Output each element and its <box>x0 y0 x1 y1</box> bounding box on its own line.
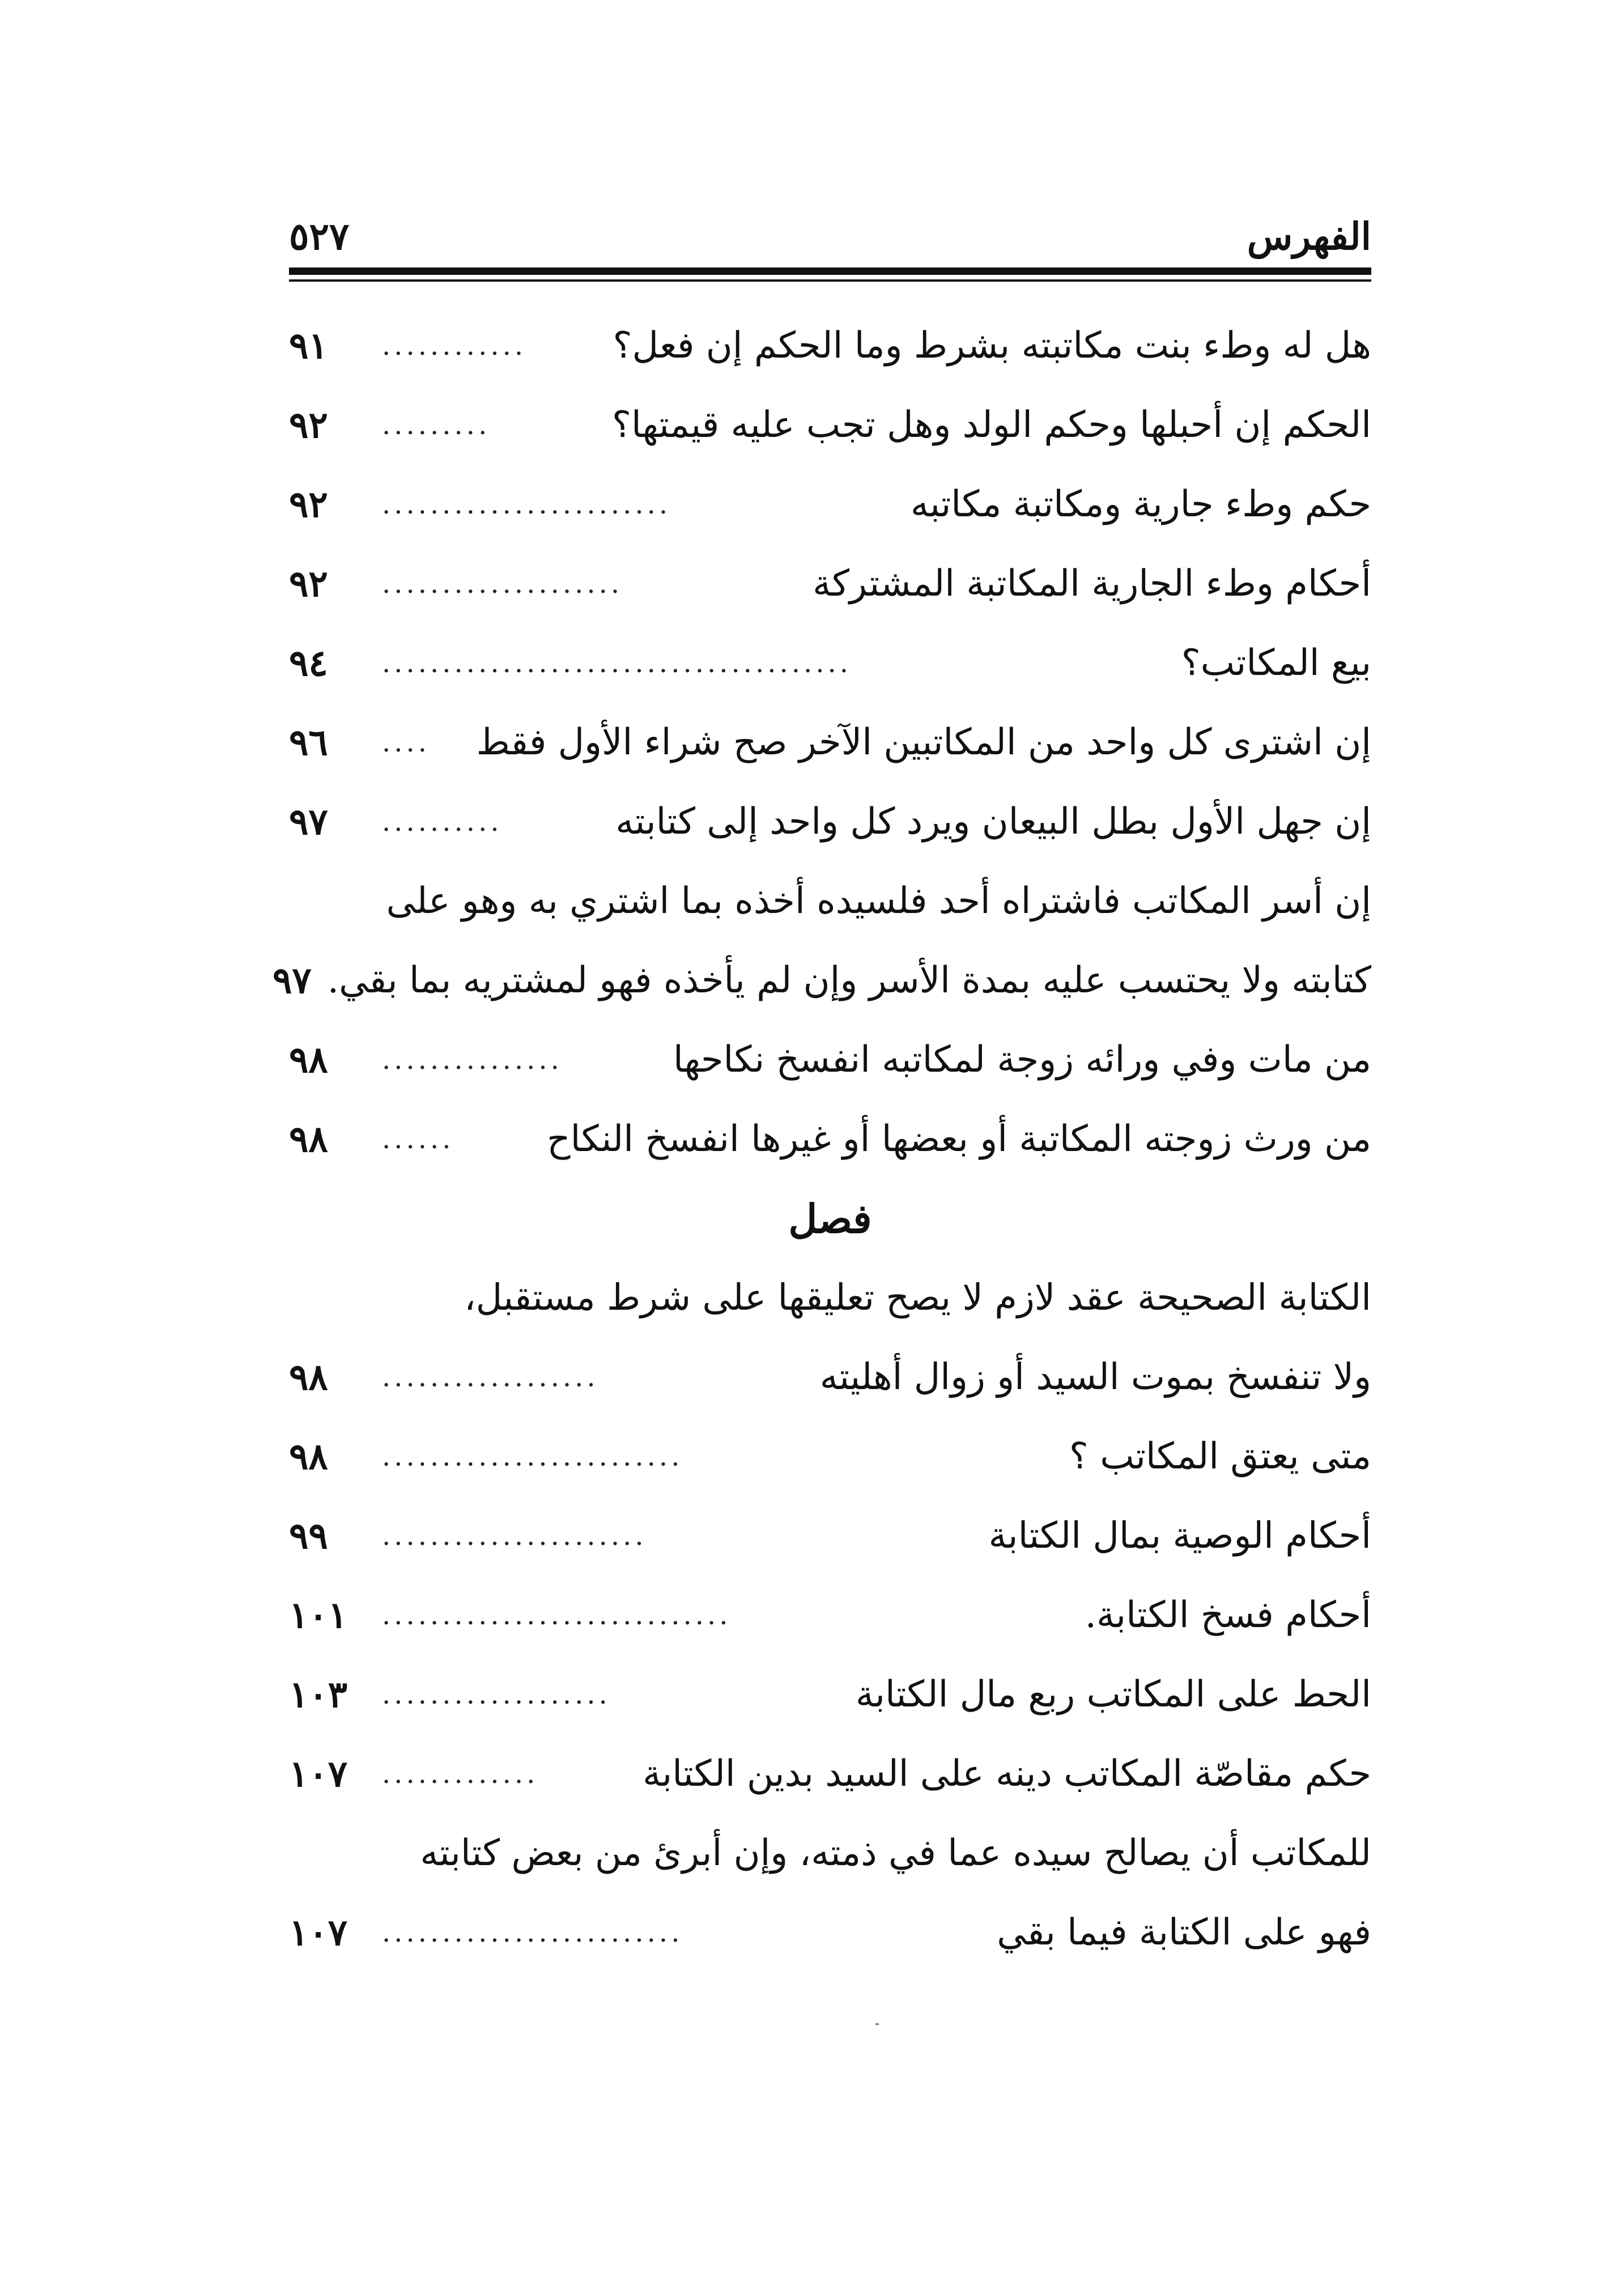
entry-title: متى يعتق المكاتب ؟ <box>1069 1436 1371 1477</box>
entry-page: ١٠٧ <box>289 1752 348 1795</box>
toc-entry <box>289 782 1371 861</box>
leader-dots: ............ <box>382 330 527 362</box>
entry-title: ولا تنفسخ بموت السيد أو زوال أهليته <box>819 1356 1371 1398</box>
entry-page: ٩٨ <box>289 1038 328 1081</box>
entry-title: إن أسر المكاتب فاشتراه أحد فلسيده أخذه بما اشتري به وهو على <box>386 880 1371 922</box>
leader-dots: ............. <box>382 1758 539 1790</box>
entry-page: ٩٢ <box>289 562 328 605</box>
entry-title: إن اشترى كل واحد من المكاتبين الآخر صح شراء الأول فقط <box>476 721 1371 763</box>
leader-dots: .................... <box>382 568 623 600</box>
leader-dots: ....................................... <box>382 647 852 679</box>
leader-dots: ................... <box>382 1679 611 1710</box>
entry-title: الحط على المكاتب ربع مال الكتابة <box>855 1674 1371 1715</box>
leader-dots: .......... <box>382 806 503 838</box>
toc-entry <box>289 1496 1371 1576</box>
table-of-contents <box>273 306 1371 1972</box>
toc-entry <box>289 1734 1371 1814</box>
leader-dots: ......................... <box>382 1441 683 1472</box>
leader-dots: ...................... <box>382 1520 647 1552</box>
leader-dots: ......................... <box>382 1917 683 1948</box>
leader-dots: .... <box>382 727 431 758</box>
toc-entry <box>289 1576 1371 1655</box>
section-heading: فصل <box>788 1195 872 1242</box>
page-number: ٥٢٧ <box>289 214 350 258</box>
scan-speck <box>875 2023 879 2025</box>
toc-entry <box>289 1417 1371 1496</box>
running-title: الفهرس <box>1247 214 1371 258</box>
entry-page: ٩٧ <box>273 959 312 1002</box>
entry-page: ٩٧ <box>289 800 328 843</box>
leader-dots: ......... <box>382 409 491 441</box>
toc-entry <box>289 1020 1371 1099</box>
entry-title: أحكام الوصية بمال الكتابة <box>988 1515 1371 1557</box>
toc-entry <box>289 1893 1371 1972</box>
entry-title: كتابته ولا يحتسب عليه بمدة الأسر وإن لم يأخذه فهو لمشتريه بما بقي. <box>327 959 1371 1001</box>
toc-entry <box>289 623 1371 703</box>
entry-page: ٩٢ <box>289 404 328 447</box>
entry-title: حكم وطء جارية ومكاتبة مكاتبه <box>910 483 1371 525</box>
entry-page: ٩٩ <box>289 1514 328 1557</box>
entry-page: ٩٨ <box>289 1118 328 1161</box>
page-header <box>289 204 1371 266</box>
toc-entry-continuation <box>289 1258 1371 1337</box>
entry-title: الحكم إن أحبلها وحكم الولد وهل تجب عليه قيمتها؟ <box>611 404 1371 446</box>
entry-page: ٩٤ <box>289 642 328 685</box>
entry-page: ٩٦ <box>289 721 328 764</box>
toc-entry-continuation <box>289 1814 1371 1893</box>
toc-entry <box>289 306 1371 385</box>
entry-title: إن جهل الأول بطل البيعان ويرد كل واحد إلى كتابته <box>615 801 1371 843</box>
entry-page: ٩٢ <box>289 483 328 526</box>
toc-entry <box>289 1099 1371 1179</box>
toc-entry <box>289 1655 1371 1734</box>
toc-entry <box>289 465 1371 544</box>
entry-title: الكتابة الصحيحة عقد لازم لا يصح تعليقها على شرط مستقبل، <box>464 1277 1371 1319</box>
entry-page: ١٠٧ <box>289 1911 348 1954</box>
entry-title: من مات وفي ورائه زوجة لمكاتبه انفسخ نكاحها <box>673 1039 1371 1081</box>
entry-title: حكم مقاصّة المكاتب دينه على السيد بدين الكتابة <box>643 1753 1371 1795</box>
entry-title: بيع المكاتب؟ <box>1181 642 1371 684</box>
leader-dots: .................. <box>382 1361 599 1393</box>
leader-dots: ............................. <box>382 1599 732 1631</box>
leader-dots: ............... <box>382 1044 563 1076</box>
entry-page: ١٠١ <box>289 1594 348 1637</box>
entry-title: هل له وطء بنت مكاتبته بشرط وما الحكم إن فعل؟ <box>613 325 1371 367</box>
entry-title: من ورث زوجته المكاتبة أو بعضها أو غيرها انفسخ النكاح <box>547 1118 1371 1160</box>
leader-dots: ........................ <box>382 489 671 520</box>
entry-title: أحكام فسخ الكتابة. <box>1085 1594 1371 1636</box>
entry-title: للمكاتب أن يصالح سيده عما في ذمته، وإن أبرئ من بعض كتابته <box>420 1832 1371 1874</box>
toc-entry <box>289 703 1371 782</box>
entry-page: ٩٨ <box>289 1435 328 1478</box>
entry-title: أحكام وطء الجارية المكاتبة المشتركة <box>813 563 1371 605</box>
toc-entry <box>289 385 1371 465</box>
toc-entry <box>273 941 1371 1020</box>
entry-title: فهو على الكتابة فيما بقي <box>997 1912 1371 1954</box>
toc-entry-continuation <box>289 861 1371 941</box>
entry-page: ٩٨ <box>289 1356 328 1399</box>
header-rule-thin <box>289 279 1371 282</box>
entry-page: ٩١ <box>289 324 328 367</box>
toc-entry <box>289 544 1371 623</box>
toc-entry <box>289 1337 1371 1417</box>
entry-page: ١٠٣ <box>289 1673 348 1716</box>
leader-dots: ...... <box>382 1123 454 1155</box>
header-rule-thick <box>289 267 1371 275</box>
